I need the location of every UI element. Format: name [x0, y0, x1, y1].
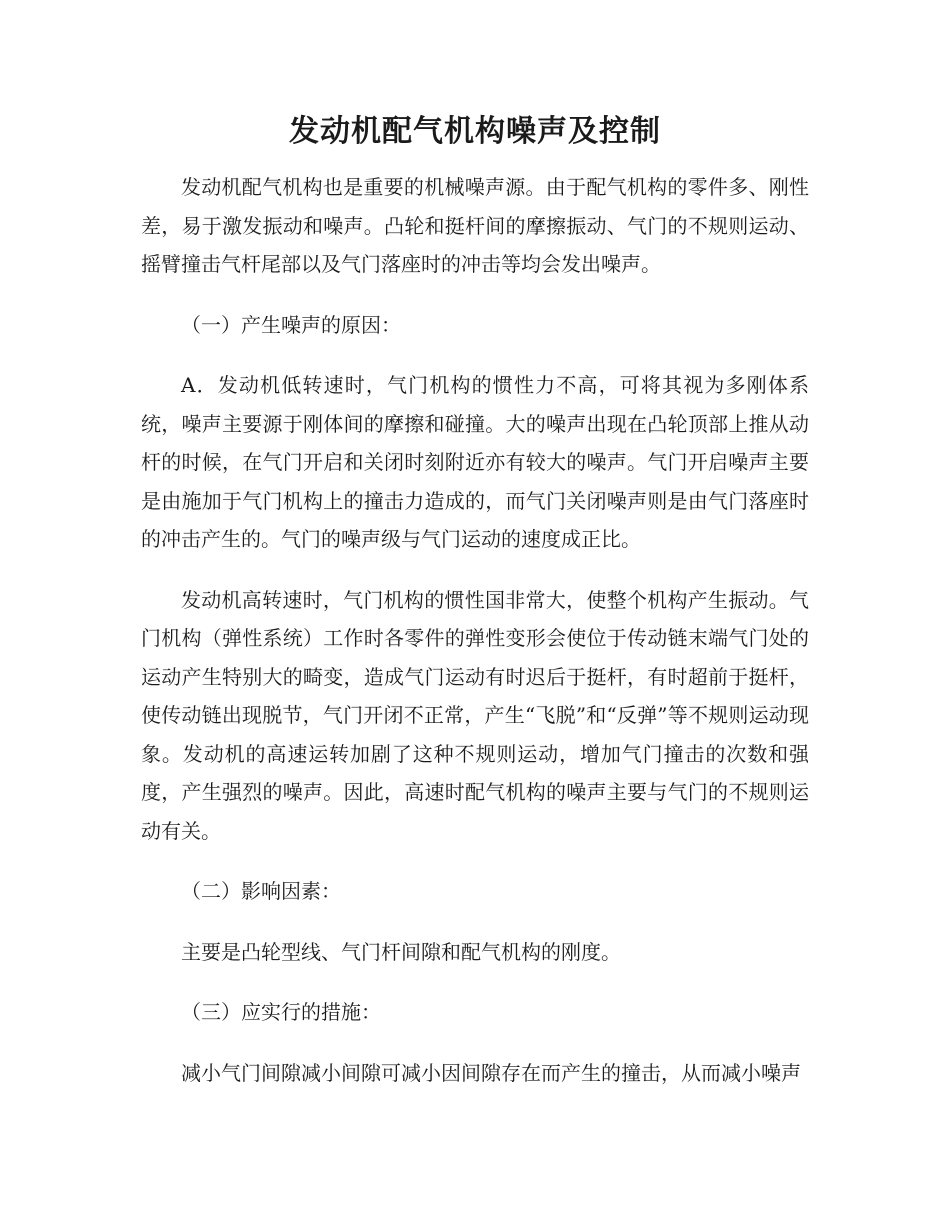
paragraph-gap — [141, 911, 809, 933]
paragraph-intro: 发动机配气机构也是重要的机械噪声源。由于配气机构的零件多、刚性差，易于激发振动和噪声。凸轮和挺杆间的摩擦振动、气门的不规则运动、摇臂撞击气杆尾部以及气门落座时的冲击等均会发出噪声。 — [141, 175, 809, 276]
paragraph-low-speed: A．发动机低转速时，气门机构的惯性力不高，可将其视为多刚体系统，噪声主要源于刚体间的摩擦和碰撞。大的噪声出现在凸轮顶部上推从动杆的时候，在气门开启和关闭时刻附近亦有较大的噪声。气门开启噪声主要是由施加于气门机构上的撞击力造成的，而气门关闭噪声则是由气门落座时的冲击产生的。气门的噪声级与气门运动的速度成正比。 — [141, 373, 809, 551]
paragraph-gap — [141, 284, 809, 306]
paragraph-gap — [141, 559, 809, 581]
paragraph-gap — [141, 850, 809, 872]
document-title: 发动机配气机构噪声及控制 — [289, 114, 661, 149]
paragraph-gap — [141, 1032, 809, 1054]
section-heading-factors: （二）影响因素： — [181, 879, 341, 903]
paragraph-measures: 减小气门间隙减小间隙可减小因间隙存在而产生的撞击，从而减小噪声 — [181, 1060, 801, 1085]
paragraph-gap — [141, 971, 809, 993]
paragraph-factors: 主要是凸轮型线、气门杆间隙和配气机构的刚度。 — [181, 939, 621, 964]
section-heading-measures: （三）应实行的措施： — [181, 1000, 381, 1024]
paragraph-gap — [141, 344, 809, 366]
paragraph-high-speed: 发动机高转速时，气门机构的惯性国非常大，使整个机构产生振动。气门机构（弹性系统）工作时各零件的弹性变形会使位于传动链末端气门处的运动产生特别大的畸变，造成气门运动有时迟后于挺杆，有时超前于挺杆，使传动链出现脱节，气门开闭不正常，产生“飞脱”和“反弹”等不规则运动现象。发动机的高速运转加剧了这种不规则运动，增加气门撞击的次数和强度，产生强烈的噪声。因此，高速时配气机构的噪声主要与气门的不规则运动有关。 — [141, 587, 809, 843]
document-page — [141, 108, 809, 1092]
section-heading-causes: （一）产生噪声的原因： — [181, 312, 401, 337]
